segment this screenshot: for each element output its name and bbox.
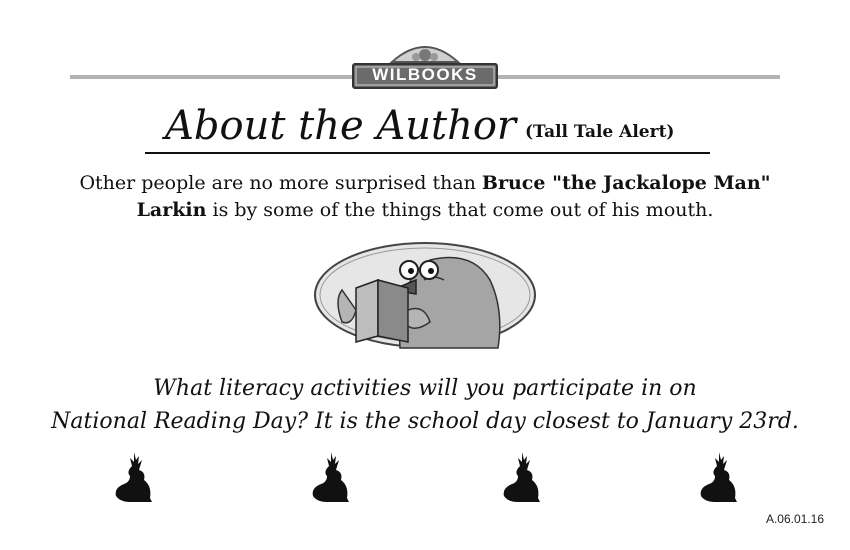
jackalope-icon xyxy=(309,450,351,502)
question-line-1: What literacy activities will you participate in on xyxy=(153,376,697,401)
document-code: A.06.01.16 xyxy=(765,512,824,526)
jackalope-icon xyxy=(500,450,542,502)
jackalope-icon xyxy=(112,450,154,502)
bird-reading-book-illustration xyxy=(312,240,538,350)
question-line-2: National Reading Day? It is the school day closest to January 23rd. xyxy=(51,409,799,434)
title-main: About the Author xyxy=(165,103,517,149)
author-name-1: Bruce "the Jackalope Man" xyxy=(481,172,771,194)
author-name-2: Larkin xyxy=(136,199,207,221)
title-subtitle: (Tall Tale Alert) xyxy=(525,122,675,142)
intro-text-1: Other people are no more surprised than xyxy=(79,172,482,194)
intro-text-2: is by some of the things that come out of his mouth. xyxy=(206,199,714,221)
reading-day-question xyxy=(20,372,830,438)
jackalope-icon xyxy=(697,450,739,502)
wilbooks-logo xyxy=(352,38,498,90)
page-title xyxy=(145,100,710,154)
logo-text: WILBOOKS xyxy=(372,65,478,84)
intro-paragraph xyxy=(30,170,820,224)
